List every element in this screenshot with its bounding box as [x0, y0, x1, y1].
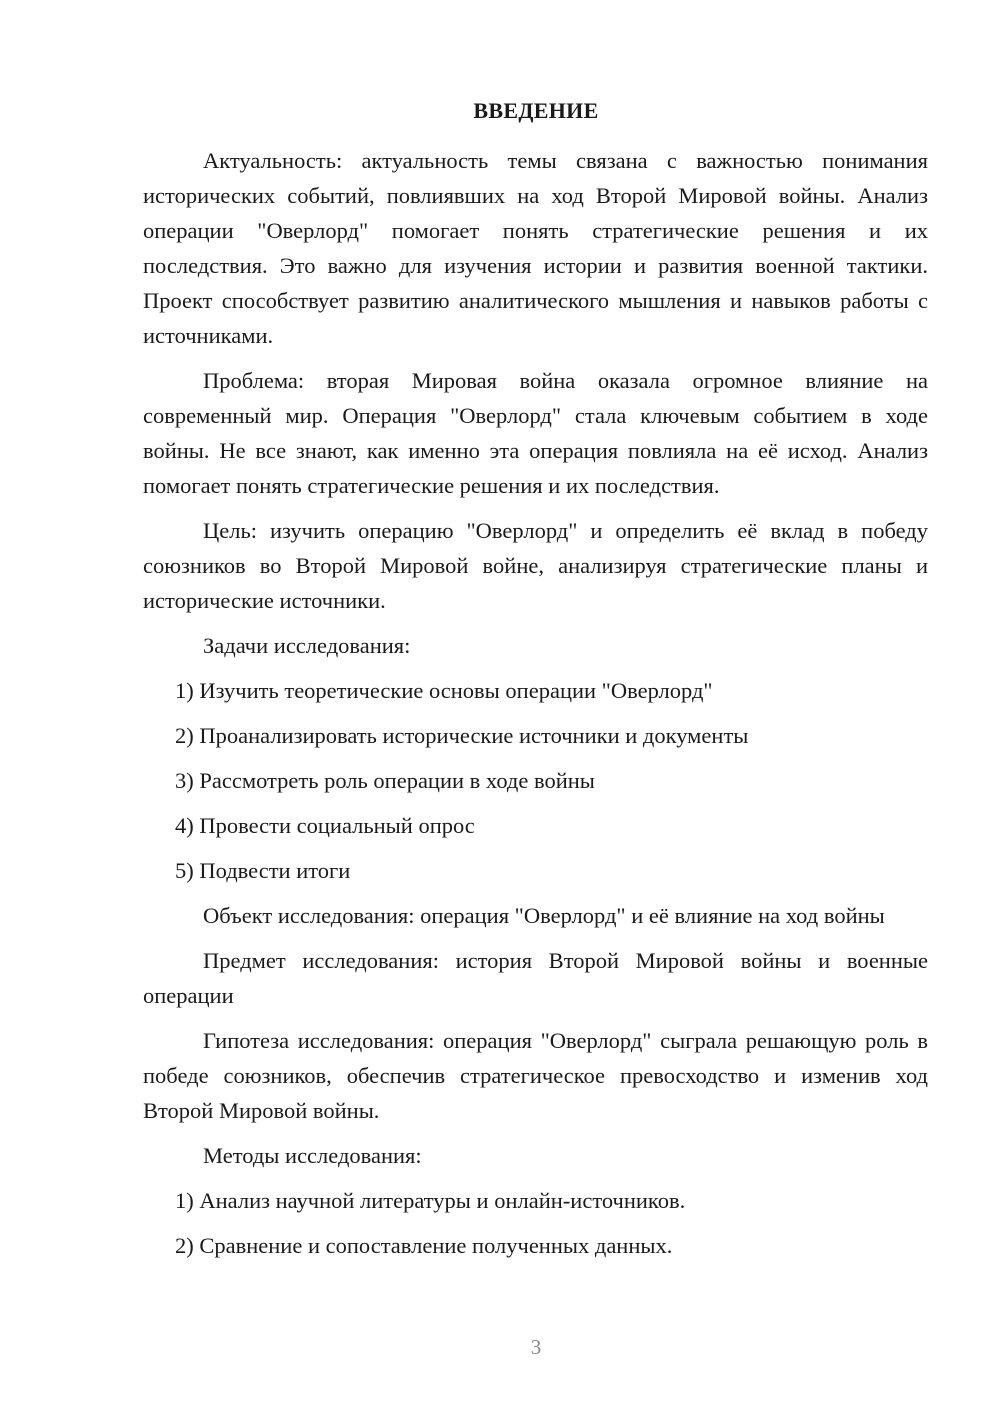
methods-heading: Методы исследования: [203, 1143, 422, 1168]
list-item: 4) Провести социальный опрос [175, 813, 475, 838]
list-item: 2) Сравнение и сопоставление полученных данных. [175, 1233, 673, 1258]
document-body [143, 143, 928, 1273]
tasks-list [143, 673, 928, 888]
hypothesis-paragraph: Гипотеза исследования: операция "Оверлорд" сыграла решающую роль в победе союзников, обеспечив стратегическое превосходство и изменив ход Второй Мировой войны. [143, 1028, 928, 1123]
tasks-heading: Задачи исследования: [203, 633, 411, 658]
methods-list [143, 1183, 928, 1263]
list-item: 1) Изучить теоретические основы операции "Оверлорд" [175, 678, 713, 703]
list-item: 3) Рассмотреть роль операции в ходе войны [175, 768, 595, 793]
list-item: 5) Подвести итоги [175, 858, 351, 883]
page-number: 3 [530, 1335, 542, 1359]
goal-paragraph: Цель: изучить операцию "Оверлорд" и определить её вклад в победу союзников во Второй Мировой войне, анализируя стратегические планы и исторические источники. [143, 518, 928, 613]
problem-paragraph: Проблема: вторая Мировая война оказала огромное влияние на современный мир. Операция "Оверлорд" стала ключевым событием в ходе войны. Не все знают, как именно эта операция повлияла на её исход. Анализ помогает понять стратегические решения и их последствия. [143, 368, 928, 498]
section-title: ВВЕДЕНИЕ [473, 98, 599, 123]
list-item: 2) Проанализировать исторические источники и документы [175, 723, 749, 748]
object-paragraph: Объект исследования: операция "Оверлорд" и её влияние на ход войны [203, 903, 885, 928]
list-item: 1) Анализ научной литературы и онлайн-источников. [175, 1188, 686, 1213]
relevance-paragraph: Актуальность: актуальность темы связана с важностью понимания исторических событий, повлиявших на ход Второй Мировой войны. Анализ операции "Оверлорд" помогает понять стратегические решения и их последствия. Это важно для изучения истории и развития военной тактики. Проект способствует развитию аналитического мышления и навыков работы с источниками. [143, 148, 928, 348]
subject-paragraph: Предмет исследования: история Второй Мировой войны и военные операции [143, 948, 928, 1008]
